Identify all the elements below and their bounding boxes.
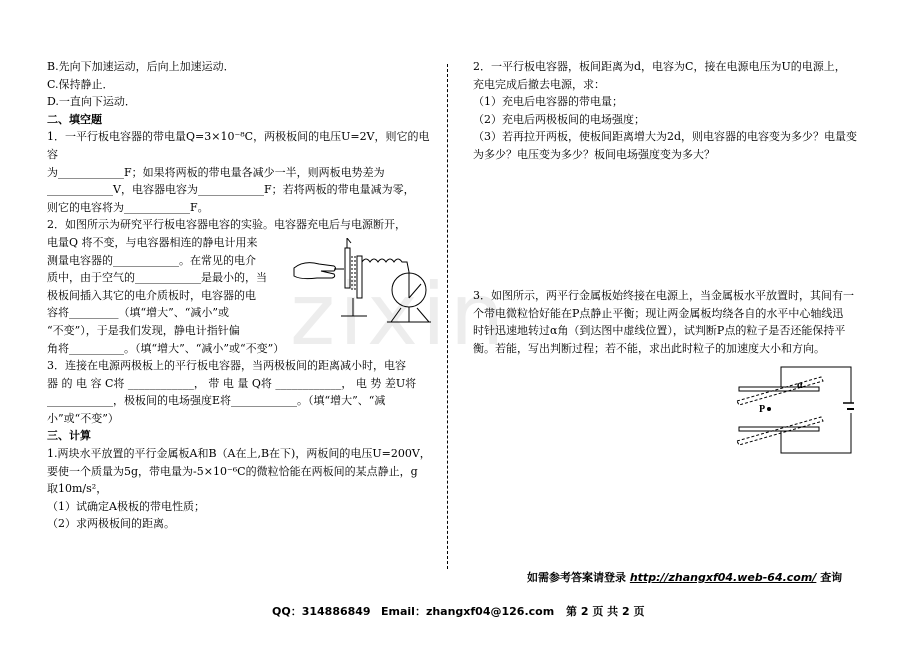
q2-line: 测量电容器的____________。在常见的电介 (47, 253, 256, 267)
calc1-line: 要使一个质量为5g，带电量为-5×10⁻⁶C的微粒恰能在两板间的某点静止，g (47, 464, 418, 478)
footer-qq: QQ：314886849 (272, 605, 371, 618)
watermark: zixin (290, 265, 509, 365)
q1-line: 则它的电容将为____________F。 (47, 200, 209, 214)
calc1-line: （1）试确定A极板的带电性质； (47, 499, 205, 513)
left-column (47, 58, 439, 533)
q3-line: 3．连接在电源两极板上的平行板电容器，当两极板间的距离减小时，电容 (47, 359, 406, 373)
r-q3-line: 个带电微粒恰好能在P点静止平衡；现让两金属板均绕各自的水平中心轴线迅 (473, 306, 844, 320)
q1-line: ____________V，电容器电容为____________F；若将两板的带电量减为零， (47, 183, 415, 197)
q3-line: 小”或“不变”） (47, 411, 119, 425)
section-calc-title: 三、计算 (47, 429, 91, 443)
q2-line: 容将_________（填“增大”、“减小”或 (47, 306, 229, 320)
r-q2-line: 为多少？电压变为多少？板间电场强度变为多大？ (473, 147, 715, 161)
q2-line: 2．如图所示为研究平行板电容器电容的实验。电容器充电后与电源断开， (47, 218, 406, 232)
q2-line: “不变”），于是我们发现，静电计指针偏 (47, 323, 240, 337)
answer-link[interactable]: http://zhangxf04.web-64.com/ (629, 571, 817, 584)
electroscope-figure (289, 238, 439, 330)
option-c: C.保持静止． (47, 77, 114, 91)
right-column (473, 58, 873, 164)
footer-email: Email：zhangxf04@126.com (381, 605, 555, 618)
section-fill-blank-title: 二、填空题 (47, 112, 102, 126)
footer-page: 第 2 页 共 2 页 (566, 605, 645, 618)
q1-line: 1．一平行板电容器的带电量Q=3×10⁻⁸C，两极板间的电压U=2V，则它的电容 (47, 130, 430, 161)
right-q3 (473, 287, 873, 357)
r-q2-line: （1）充电后电容器的带电量； (473, 95, 623, 109)
r-q3-line: 时针迅速地转过α角（到达图中虚线位置），试判断P点的粒子是否还能保持平 (473, 324, 846, 338)
calc1-line: 取10m/s²， (47, 482, 108, 496)
q3-line: ____________，极板间的电场强度E将____________。（填“增大”、“减 (47, 394, 386, 408)
r-q2-line: （2）充电后两极板间的电场强度； (473, 112, 645, 126)
q1-line: 为____________F；如果将两板的带电量各减少一半，则两板电势差为 (47, 165, 385, 179)
p-label: P (759, 404, 766, 415)
q3-line: 器 的 电 容 C将 ____________， 带 电 量 Q将 ____________， 电 势 差U将 (47, 376, 417, 390)
column-divider (447, 64, 448, 569)
r-q2-line: （3）若再拉开两板，使板间距离增大为2d，则电容器的电容变为多少？电量变 (473, 130, 858, 144)
r-q3-line: 衡。若能，写出判断过程；若不能，求出此时粒子的加速度大小和方向。 (473, 341, 825, 355)
r-q3-line: 3．如图所示，两平行金属板始终接在电源上，当金属板水平放置时，其间有一 (473, 289, 854, 302)
q2-line: 质中，由于空气的____________是最小的，当 (47, 271, 267, 285)
option-b: B.先向下加速运动，后向上加速运动． (47, 60, 235, 73)
r-q2-line: 2．一平行板电容器，板间距离为d，电容为C，接在电源电压为U的电源上， (473, 60, 846, 73)
calc1-line: 1.两块水平放置的平行金属板A和B（A在上,B在下)，两板间的电压U=200V， (47, 447, 431, 461)
q2-line: 极板间插入其它的电介质板时，电容器的电 (47, 288, 256, 302)
r-q2-line: 充电完成后撤去电源，求： (473, 77, 605, 91)
calc1-line: （2）求两极板间的距离。 (47, 517, 175, 531)
answer-prefix: 如需参考答案请登录 (527, 571, 626, 584)
answer-suffix: 查询 (820, 571, 843, 584)
capacitor-figure (731, 365, 854, 457)
q2-line: 角将__________。（填“增大”、“减小”或“不变”） (47, 341, 285, 355)
answer-note (527, 569, 842, 585)
option-d: D.一直向下运动． (47, 95, 136, 109)
q2-line: 电量Q 将不变，与电容器相连的静电计用来 (47, 235, 258, 249)
alpha-label: α (797, 380, 803, 391)
